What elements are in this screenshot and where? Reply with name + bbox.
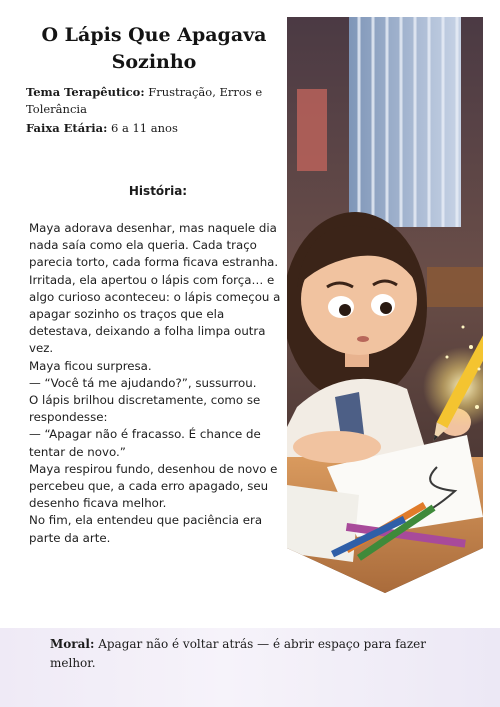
story-title: O Lápis Que Apagava Sozinho — [41, 24, 267, 73]
therapeutic-theme — [26, 84, 276, 118]
right-pupil — [380, 302, 392, 314]
mouth — [357, 336, 369, 342]
story-text: Maya adorava desenhar, mas naquele dia nada saía como ela queria. Cada traço parecia torto, cada forma ficava estranha. Irritada, ela apertou o lápis com força… e algo curioso aconteceu: o lápis começou a apagar sozinho os traços que ela detestava, deixando a folha limpa outra vez. Maya ficou surpresa. — “Você tá me ajudando?”, sussurrou. O lápis brilhou discretamente, como se respondesse: — “Apagar não é fracasso. É chance de tentar de novo.” Maya respirou fundo, desenhou de novo e percebeu que, a cada erro apagado, seu desenho ficava melhor. No fim, ela entendeu que paciência era parte da arte. — [29, 221, 281, 545]
age-label: Faixa Etária: — [26, 121, 108, 135]
story-heading: História: — [128, 184, 188, 198]
theme-value: Frustração, Erros e Tolerância — [26, 85, 263, 116]
story-illustration — [287, 17, 483, 593]
age-range — [26, 120, 276, 137]
wall-poster — [297, 89, 327, 171]
moral-value: Apagar não é voltar atrás — é abrir espaço para fazer melhor. — [50, 637, 426, 670]
background-desk — [427, 267, 483, 307]
left-pupil — [339, 304, 351, 316]
arm — [293, 431, 381, 463]
age-value: 6 a 11 anos — [110, 121, 178, 135]
moral-text — [50, 635, 430, 673]
moral-label: Moral: — [50, 637, 95, 651]
theme-label: Tema Terapêutico: — [26, 85, 145, 99]
